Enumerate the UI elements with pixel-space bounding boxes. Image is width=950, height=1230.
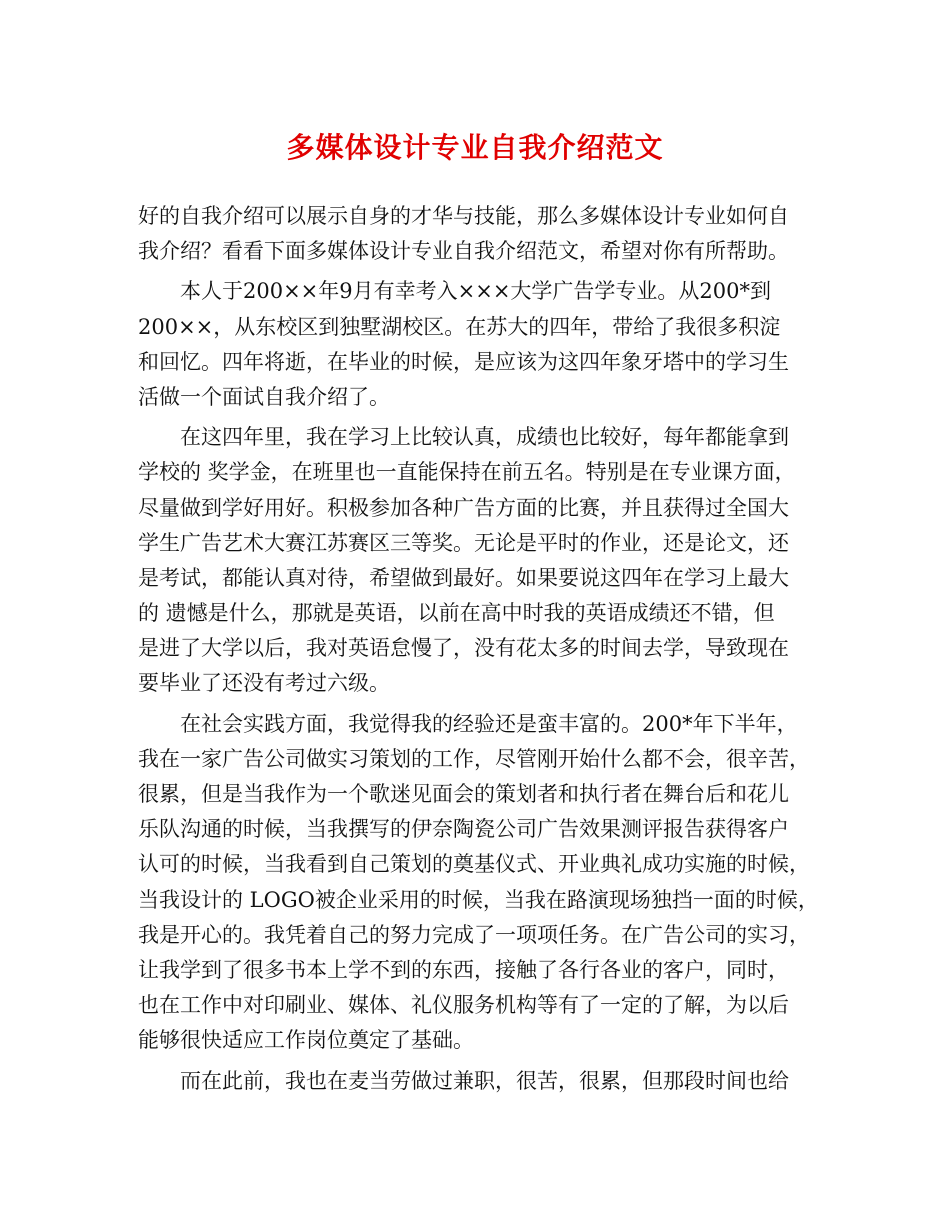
- paragraph-study: [138, 420, 822, 702]
- text-line: 我介绍？看看下面多媒体设计专业自我介绍范文，希望对你有所帮助。: [138, 239, 789, 264]
- text-line: 本人于200××年9月有幸考入×××大学广告学专业。从200*到: [138, 279, 772, 304]
- text-line: 在社会实践方面，我觉得我的经验还是蛮丰富的。200*年下半年，: [138, 711, 798, 736]
- text-line: 200××，从东校区到独墅湖校区。在苏大的四年，带给了我很多积淀: [138, 314, 781, 339]
- text-line: 当我设计的 LOGO被企业采用的时候，当我在路演现场独挡一面的时候，: [138, 887, 819, 912]
- text-line: 让我学到了很多书本上学不到的东西，接触了各行各业的客户，同时，: [138, 957, 789, 982]
- paragraph-practice: [138, 707, 822, 1059]
- text-line: 是考试，都能认真对待，希望做到最好。如果要说这四年在学习上最大: [138, 565, 789, 590]
- text-line: 是进了大学以后，我对英语怠慢了，没有花太多的时间去学，导致现在: [138, 636, 789, 661]
- text-line: 我是开心的。我凭着自己的努力完成了一项项任务。在广告公司的实习，: [138, 922, 810, 947]
- document-body: [138, 199, 822, 1099]
- text-line: 好的自我介绍可以展示自身的才华与技能，那么多媒体设计专业如何自: [138, 204, 789, 228]
- text-line: 而在此前，我也在麦当劳做过兼职，很苦，很累，但那段时间也给: [138, 1068, 789, 1093]
- paragraph-enrollment: [138, 274, 822, 415]
- text-line: 很累，但是当我作为一个歌迷见面会的策划者和执行者在舞台后和花儿: [138, 782, 789, 806]
- text-line: 认可的时候，当我看到自己策划的奠基仪式、开业典礼成功实施的时候，: [138, 852, 810, 877]
- text-line: 活做一个面试自我介绍了。: [138, 384, 390, 409]
- text-line: 也在工作中对印刷业、媒体、礼仪服务机构等有了一定的了解，为以后: [138, 993, 789, 1018]
- text-line: 乐队沟通的时候，当我撰写的伊奈陶瓷公司广告效果测评报告获得客户: [138, 817, 789, 842]
- text-line: 和回忆。四年将逝，在毕业的时候，是应该为这四年象牙塔中的学习生: [138, 349, 789, 374]
- text-line: 学生广告艺术大赛江苏赛区三等奖。无论是平时的作业，还是论文，还: [138, 530, 789, 555]
- text-line: 能够很快适应工作岗位奠定了基础。: [138, 1028, 474, 1053]
- text-line: 的 遗憾是什么，那就是英语，以前在高中时我的英语成绩还不错，但: [138, 601, 775, 626]
- text-line: 学校的 奖学金，在班里也一直能保持在前五名。特别是在专业课方面，: [138, 460, 796, 485]
- text-line: 要毕业了还没有考过六级。: [138, 671, 390, 696]
- document-title: 多媒体设计专业自我介绍范文: [286, 131, 664, 164]
- paragraph-intro: [138, 199, 822, 269]
- text-line: 我在一家广告公司做实习策划的工作，尽管刚开始什么都不会，很辛苦，: [138, 746, 810, 771]
- text-line: 尽量做到学好用好。积极参加各种广告方面的比赛，并且获得过全国大: [138, 495, 789, 520]
- paragraph-parttime: [138, 1064, 822, 1099]
- text-line: 在这四年里，我在学习上比较认真，成绩也比较好，每年都能拿到: [138, 425, 789, 450]
